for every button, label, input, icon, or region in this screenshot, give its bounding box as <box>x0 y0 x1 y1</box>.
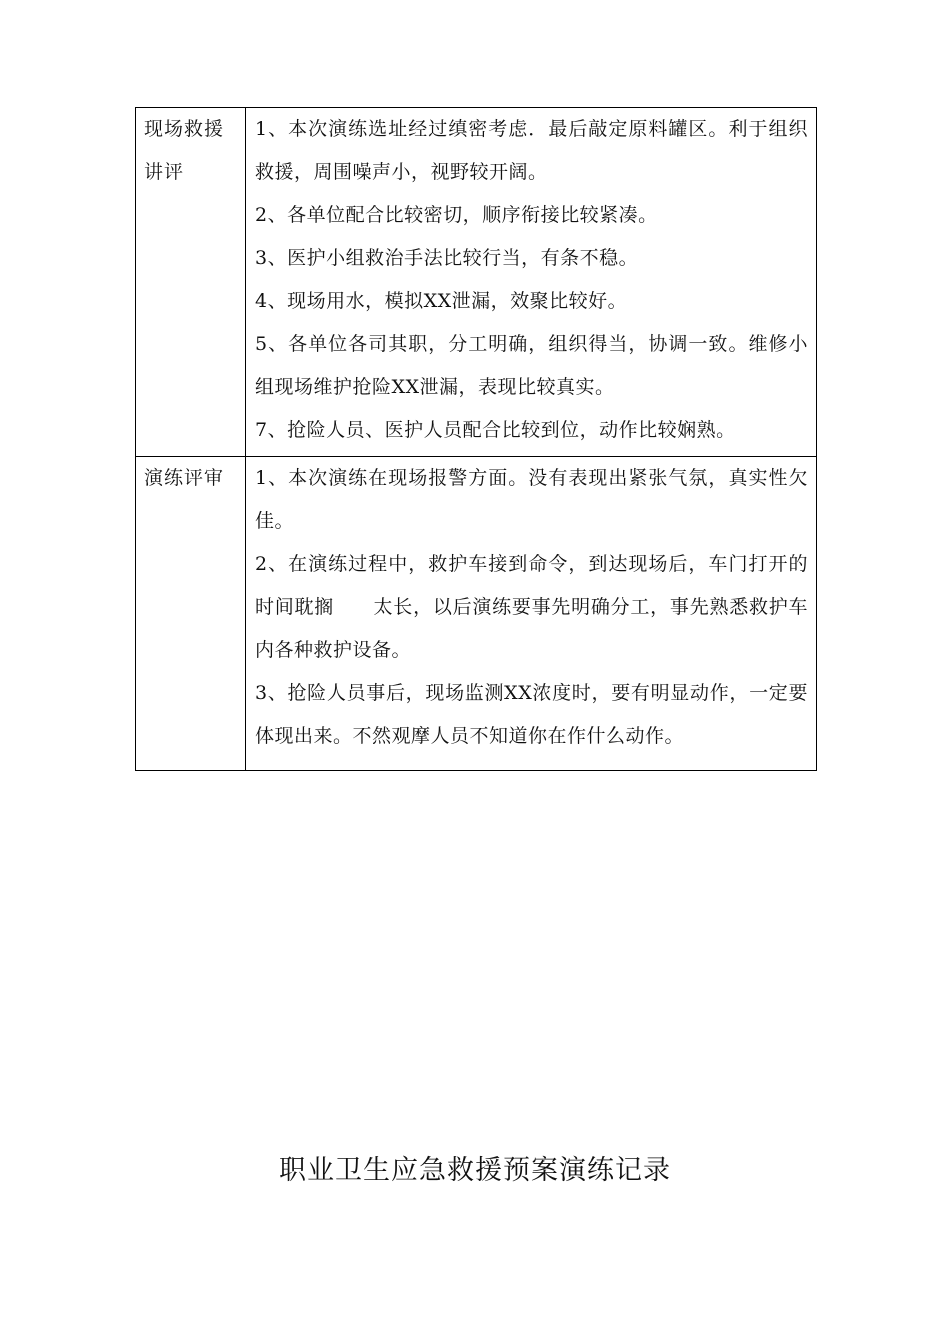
row-content-onsite-rescue-review <box>246 108 817 457</box>
paragraph: 2、各单位配合比较密切，顺序衔接比较紧凑。 <box>255 204 658 226</box>
document-title: 职业卫生应急救援预案演练记录 <box>279 1155 671 1186</box>
paragraph: 1、本次演练在现场报警方面。没有表现出紧张气氛，真实性欠佳。 <box>255 467 808 532</box>
paragraph: 4、现场用水，模拟XX泄漏，效聚比较好。 <box>255 290 628 312</box>
table-row-drill-evaluation <box>136 457 817 771</box>
paragraph: 1、本次演练选址经过缜密考虑．最后敲定原料罐区。利于组织救援，周围噪声小，视野较开阔。 <box>255 118 808 183</box>
paragraph: 3、医护小组救治手法比较行当，有条不稳。 <box>255 247 639 269</box>
row-content-drill-evaluation <box>246 457 817 771</box>
row-label-onsite-rescue-review: 现场救援讲评 <box>136 108 246 457</box>
table-row-onsite-rescue-review <box>136 108 817 457</box>
paragraph: 5、各单位各司其职，分工明确，组织得当，协调一致。维修小组现场维护抢险XX泄漏，表现比较真实。 <box>255 333 808 398</box>
paragraph: 3、抢险人员事后，现场监测XX浓度时，要有明显动作，一定要体现出来。不然观摩人员不知道你在作什么动作。 <box>255 682 808 747</box>
paragraph: 7、抢险人员、医护人员配合比较到位，动作比较娴熟。 <box>255 419 736 441</box>
paragraph: 2、在演练过程中，救护车接到命令，到达现场后，车门打开的时间耽搁 太长，以后演练要事先明确分工，事先熟悉救护车内各种救护设备。 <box>255 553 808 661</box>
row-label-drill-evaluation: 演练评审 <box>136 457 246 771</box>
drill-review-table <box>135 107 817 771</box>
